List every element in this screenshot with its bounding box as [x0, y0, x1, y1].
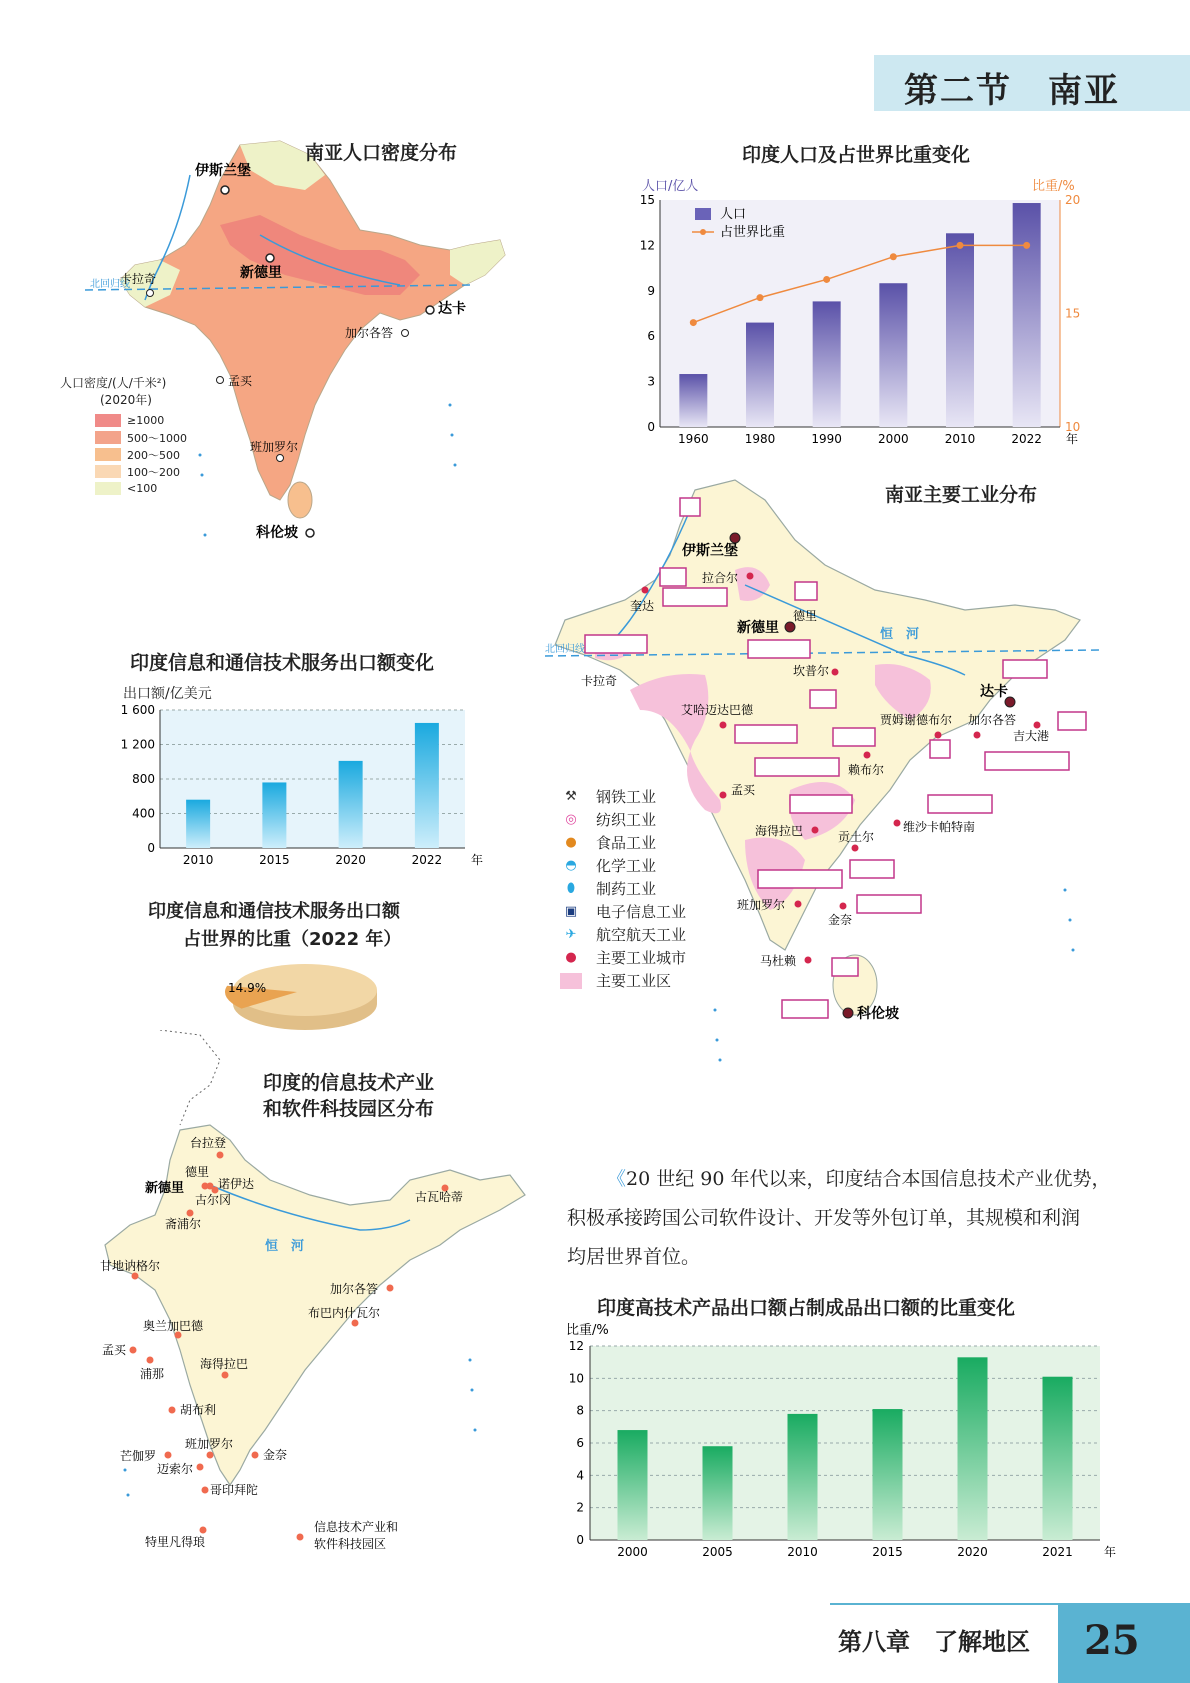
y-tick-label-left: 6 [647, 329, 655, 344]
x-tick-label: 2022 [1011, 432, 1042, 446]
industry-icon-box [928, 795, 992, 813]
y-tick-label: 0 [576, 1533, 584, 1547]
y-tick-label-right: 20 [1065, 193, 1081, 207]
city-label-new-delhi: 新德里 [240, 265, 282, 281]
hightech-chart-title: 印度高技术产品出口额占制成品出口额的比重变化 [597, 1297, 1016, 1319]
industry-city-lahore [747, 573, 754, 580]
it-park-marker [169, 1407, 176, 1414]
population-bar [879, 283, 907, 427]
x-tick-label: 2005 [702, 1545, 733, 1558]
it-city-label: 浦那 [140, 1367, 165, 1381]
y-axis-label: 比重/% [566, 1323, 609, 1338]
density-swatch [95, 414, 121, 427]
x-axis-unit: 年 [471, 853, 484, 867]
density-map-tropic-label: 北回归线 [90, 279, 130, 290]
density-legend-title: 人口密度/(人/千米²) [60, 376, 167, 390]
industry-icon-box [663, 588, 727, 606]
industry-city-chittagong [1034, 722, 1041, 729]
it-park-marker [222, 1372, 229, 1379]
industry-city-label: 科伦坡 [857, 1006, 899, 1022]
industry-legend-label: 食品工业 [596, 834, 657, 852]
it-city-label: 台拉登 [190, 1136, 227, 1150]
section-title: 第二节 南亚 [904, 71, 1120, 111]
x-tick-label: 2022 [411, 853, 443, 867]
city-marker-new-delhi [266, 254, 274, 262]
density-legend-item [95, 463, 210, 480]
population-bar [946, 233, 974, 427]
industry-city-raipur [864, 752, 871, 759]
density-legend-label: 100～200 [127, 465, 180, 479]
legend-bar-label: 人口 [720, 207, 747, 222]
industry-city-label: 金奈 [828, 913, 853, 927]
it-park-marker [207, 1452, 214, 1459]
density-legend-label: 500～1000 [127, 431, 187, 445]
industry-legend-item [560, 808, 686, 831]
it-city-label: 金奈 [263, 1448, 288, 1462]
population-chart-title: 印度人口及占世界比重变化 [742, 144, 971, 166]
industry-icon-box [832, 958, 858, 976]
industry-city-quetta [642, 587, 649, 594]
it-map-title-line2: 和软件科技园区分布 [263, 1098, 435, 1120]
industry-city-label: 德里 [793, 609, 818, 623]
x-tick-label: 2010 [944, 432, 976, 446]
ict-chart-ylabel: 出口额/亿美元 [123, 686, 212, 702]
industry-legend-label: 化学工业 [596, 857, 657, 875]
pharma-icon: ⬮ [566, 881, 576, 896]
world-share-point [890, 253, 897, 260]
industry-city-mumbai [720, 792, 727, 799]
city-label-colombo: 科伦坡 [256, 525, 298, 541]
industry-legend-label: 纺织工业 [596, 811, 657, 829]
it-park-marker [202, 1487, 209, 1494]
x-tick-label: 2015 [259, 853, 290, 867]
it-map-northern-border [160, 1030, 220, 1125]
y-tick-label-left: 3 [647, 374, 655, 389]
industry-city-bangalore [795, 901, 802, 908]
y-tick-label: 6 [576, 1436, 584, 1450]
footer-chapter: 第八章 了解地区 [838, 1627, 1030, 1656]
industry-city-label: 赖布尔 [848, 763, 885, 777]
y-tick-label: 1 200 [120, 737, 155, 752]
world-share-point [957, 242, 964, 249]
industry-city-madurai [805, 957, 812, 964]
x-tick-label: 2015 [872, 1545, 903, 1558]
share-chart-title-line2: 占世界的比重（2022 年） [183, 929, 402, 950]
it-city-label: 迈索尔 [157, 1462, 194, 1476]
industry-city-label: 奎达 [630, 599, 655, 613]
industry-legend-label: 主要工业城市 [596, 949, 687, 967]
it-legend-label-line2: 软件科技园区 [314, 1537, 387, 1551]
industrial-zone-icon [560, 973, 582, 989]
it-city-label: 胡布利 [180, 1403, 217, 1417]
x-axis-unit: 年 [1104, 1545, 1117, 1558]
it-park-marker [217, 1152, 224, 1159]
textile-icon: ◎ [565, 812, 577, 827]
industry-legend-item [560, 831, 686, 854]
industry-city-label: 伊斯兰堡 [682, 543, 738, 559]
industry-city-new-delhi [785, 622, 795, 632]
industry-city-chennai [840, 903, 847, 910]
x-tick-label: 2000 [878, 432, 909, 446]
density-legend-item [95, 412, 210, 429]
industry-legend-label: 主要工业区 [596, 972, 672, 990]
density-swatch [95, 431, 121, 444]
industry-map-title: 南亚主要工业分布 [885, 484, 1038, 506]
it-city-label: 诺伊达 [218, 1177, 255, 1191]
hightech-bar [958, 1357, 988, 1540]
it-park-marker [130, 1347, 137, 1354]
industry-icon-box [660, 568, 686, 586]
industry-icon-box [755, 758, 839, 776]
population-bar [1013, 203, 1041, 427]
industry-legend-label: 制药工业 [596, 880, 657, 898]
it-park-marker [165, 1452, 172, 1459]
city-marker-karachi [147, 290, 154, 297]
it-map-title-line1: 印度的信息技术产业 [263, 1072, 435, 1094]
industry-icon-box [810, 690, 836, 708]
city-label-bangalore: 班加罗尔 [250, 440, 299, 454]
density-legend-label: <100 [127, 482, 158, 495]
it-map-landmass [105, 1125, 525, 1485]
industry-legend-item [560, 785, 686, 808]
page-number-box [1058, 1605, 1190, 1683]
y-tick-label-right: 15 [1065, 306, 1081, 321]
city-marker-colombo [306, 529, 314, 537]
it-city-label: 特里凡得琅 [145, 1535, 206, 1549]
section-header [874, 55, 1190, 111]
it-city-label: 布巴内什瓦尔 [308, 1306, 381, 1320]
industry-city-guntur [852, 845, 859, 852]
industry-city-label: 拉合尔 [702, 571, 739, 585]
industry-city-label: 新德里 [737, 620, 779, 636]
it-city-label: 古尔冈 [195, 1193, 232, 1207]
industry-icon-box [748, 640, 810, 658]
computer-icon: ▣ [564, 904, 578, 919]
paragraph-marker-icon: 《 [607, 1168, 627, 1190]
industry-legend-item [560, 946, 686, 969]
industry-icon-box [585, 635, 647, 653]
paragraph-line-2: 积极承接跨国公司软件设计、开发等外包订单，其规模和利润 [567, 1207, 1081, 1229]
y-tick-label: 10 [568, 1371, 584, 1386]
it-city-label: 德里 [185, 1165, 210, 1179]
legend-line-point [700, 229, 706, 235]
share-chart-title-line1: 印度信息和通信技术服务出口额 [148, 901, 400, 922]
it-park-map [60, 1030, 530, 1560]
it-city-label: 奥兰加巴德 [143, 1319, 204, 1333]
density-legend-label: ≥1000 [127, 414, 165, 427]
industry-city-islamabad [730, 533, 740, 543]
industry-city-label: 坎普尔 [793, 664, 830, 678]
industry-city-ahmedabad [720, 722, 727, 729]
industry-city-label: 贡土尔 [838, 830, 875, 844]
ict-bar [262, 782, 286, 848]
industry-city-kolkata [974, 732, 981, 739]
population-bar [746, 323, 774, 427]
y-tick-label-right: 10 [1065, 420, 1081, 434]
aircraft-icon: ✈ [565, 927, 577, 942]
it-map-river-label: 恒 河 [265, 1239, 305, 1254]
industry-icon-box [850, 860, 894, 878]
food-icon: ● [565, 835, 577, 850]
density-legend-item [95, 480, 210, 497]
density-swatch [95, 448, 121, 461]
industry-icon-box [735, 725, 797, 743]
y-tick-label: 2 [576, 1500, 584, 1515]
city-label-dhaka: 达卡 [438, 301, 466, 317]
it-city-label: 斋浦尔 [165, 1217, 202, 1231]
it-park-marker [197, 1464, 204, 1471]
industry-city-label: 维沙卡帕特南 [903, 820, 976, 834]
industry-city-label: 贾姆谢德布尔 [880, 713, 953, 727]
industry-city-label: 吉大港 [1013, 729, 1050, 743]
y-tick-label: 8 [576, 1403, 584, 1418]
x-tick-label: 2010 [182, 853, 214, 867]
industry-icon-box [758, 870, 842, 888]
y-tick-label: 12 [568, 1339, 584, 1353]
it-park-marker [352, 1320, 359, 1327]
industry-icon-box [833, 728, 875, 746]
y-tick-label-left: 15 [640, 193, 655, 207]
it-legend-marker [297, 1534, 304, 1541]
industry-icon-box [680, 498, 700, 516]
industry-city-label: 达卡 [980, 684, 1008, 700]
it-city-label: 班加罗尔 [185, 1437, 234, 1451]
hightech-chart [560, 1318, 1120, 1558]
it-city-label: 加尔各答 [330, 1282, 379, 1296]
density-legend [60, 374, 210, 497]
ict-bar [186, 800, 210, 848]
x-tick-label: 2000 [617, 1545, 648, 1558]
city-marker-bangalore [277, 455, 284, 462]
density-map-east-sparse [450, 240, 505, 285]
it-city-label: 甘地讷格尔 [100, 1259, 161, 1273]
x-tick-label: 1960 [678, 432, 709, 446]
density-map-srilanka [288, 482, 312, 518]
density-swatch [95, 482, 121, 495]
it-park-marker [387, 1285, 394, 1292]
industry-icon-box [857, 895, 921, 913]
ict-bar [415, 723, 439, 848]
industry-map-tropic-label: 北回归线 [545, 644, 585, 655]
density-swatch [95, 465, 121, 478]
industry-city-label: 卡拉奇 [581, 674, 618, 688]
hightech-bar [788, 1414, 818, 1540]
it-park-marker [252, 1452, 259, 1459]
x-tick-label: 1990 [811, 432, 842, 446]
world-share-point [690, 319, 697, 326]
industry-city-label: 孟买 [731, 783, 756, 797]
industry-legend-item [560, 877, 686, 900]
x-tick-label: 2020 [335, 853, 366, 867]
density-legend-item [95, 429, 210, 446]
it-city-label: 新德里 [145, 1181, 185, 1196]
y-axis-label-right: 比重/% [1032, 179, 1075, 194]
hightech-bar [618, 1430, 648, 1540]
y-tick-label-left: 0 [647, 420, 655, 434]
city-marker-dhaka [426, 306, 434, 314]
pie-slice-label: 14.9% [228, 981, 267, 995]
industry-city-visakhapatnam [894, 820, 901, 827]
industry-legend-item [560, 854, 686, 877]
it-city-label: 孟买 [102, 1343, 127, 1357]
industry-legend-label: 电子信息工业 [596, 903, 687, 921]
y-tick-label: 1 600 [120, 703, 155, 717]
industry-city-label: 海得拉巴 [755, 824, 804, 838]
it-park-marker [187, 1210, 194, 1217]
industry-legend-label: 钢铁工业 [596, 788, 657, 806]
industry-icon-box [1003, 660, 1047, 678]
population-bar [813, 301, 841, 427]
it-park-marker [200, 1527, 207, 1534]
body-paragraph [567, 1160, 1112, 1277]
hightech-bar [873, 1409, 903, 1540]
industry-icon-box [985, 752, 1069, 770]
y-tick-label: 4 [576, 1468, 584, 1483]
industry-city-hyderabad [812, 827, 819, 834]
it-park-marker [147, 1357, 154, 1364]
city-label-karachi: 卡拉奇 [120, 272, 157, 286]
hightech-bar [1043, 1377, 1073, 1540]
industry-icon-box [1058, 712, 1086, 730]
x-tick-label: 2010 [787, 1545, 818, 1558]
density-map-title: 南亚人口密度分布 [305, 142, 458, 164]
industry-icon-box [795, 582, 817, 600]
density-legend-item [95, 446, 210, 463]
industry-icon-box [790, 795, 852, 813]
industry-icon-box [930, 740, 950, 758]
it-city-label: 古瓦哈蒂 [415, 1190, 464, 1204]
y-tick-label: 400 [132, 806, 155, 821]
industry-city-label: 艾哈迈达巴德 [681, 703, 754, 717]
page-number: 25 [1084, 1617, 1140, 1664]
industry-city-colombo [843, 1008, 853, 1018]
x-axis-unit: 年 [1066, 432, 1079, 446]
paragraph-line-1: 《20 世纪 90 年代以来，印度结合本国信息技术产业优势， [607, 1168, 1111, 1190]
ict-chart [110, 700, 490, 870]
industry-map-river-label: 恒 河 [880, 627, 920, 642]
density-legend-label: 200～500 [127, 448, 180, 462]
industry-city-label: 班加罗尔 [737, 898, 786, 912]
ict-chart-title: 印度信息和通信技术服务出口额变化 [130, 652, 435, 674]
city-dot-icon: ● [565, 950, 577, 965]
city-label-kolkata: 加尔各答 [345, 326, 394, 340]
city-label-mumbai: 孟买 [228, 374, 253, 388]
x-tick-label: 1980 [744, 432, 776, 446]
it-city-label: 哥印拜陀 [210, 1483, 259, 1497]
population-bar [679, 374, 707, 427]
it-city-label: 芒伽罗 [120, 1449, 157, 1463]
world-share-point [757, 294, 764, 301]
industry-legend [560, 785, 686, 992]
industry-city-label: 加尔各答 [968, 713, 1017, 727]
city-marker-kolkata [402, 330, 409, 337]
industry-city-jamshedpur [935, 732, 942, 739]
it-park-marker [132, 1273, 139, 1280]
chemical-icon: ◓ [565, 858, 577, 873]
industry-legend-label: 航空航天工业 [596, 926, 687, 944]
population-chart [640, 172, 1100, 462]
world-share-point [823, 276, 830, 283]
industry-legend-item [560, 923, 686, 946]
ict-bar [339, 761, 363, 848]
world-share-point [1023, 242, 1030, 249]
y-axis-label-left: 人口/亿人 [642, 179, 699, 194]
y-tick-label-left: 12 [640, 238, 655, 253]
hightech-bar [703, 1446, 733, 1540]
city-marker-islamabad [221, 186, 229, 194]
city-label-islamabad: 伊斯兰堡 [195, 163, 251, 179]
x-tick-label: 2021 [1042, 1545, 1073, 1558]
industry-legend-item [560, 969, 686, 992]
industry-legend-item [560, 900, 686, 923]
it-city-label: 海得拉巴 [200, 1357, 249, 1371]
industry-city-label: 马杜赖 [760, 954, 797, 968]
y-tick-label-left: 9 [647, 283, 655, 298]
it-legend-label-line1: 信息技术产业和 [314, 1520, 399, 1534]
y-tick-label: 0 [147, 841, 155, 855]
legend-line-label: 占世界比重 [720, 225, 786, 240]
x-tick-label: 2020 [957, 1545, 988, 1558]
industry-city-kanpur [832, 669, 839, 676]
y-tick-label: 800 [132, 772, 155, 786]
share-pie-chart [220, 952, 390, 1042]
steel-icon: ⚒ [565, 789, 577, 804]
density-legend-year: (2020年) [100, 393, 152, 407]
paragraph-line-3: 均居世界首位。 [567, 1246, 701, 1268]
city-marker-mumbai [217, 377, 224, 384]
industry-icon-box [782, 1000, 828, 1018]
legend-bar-swatch [695, 208, 711, 220]
